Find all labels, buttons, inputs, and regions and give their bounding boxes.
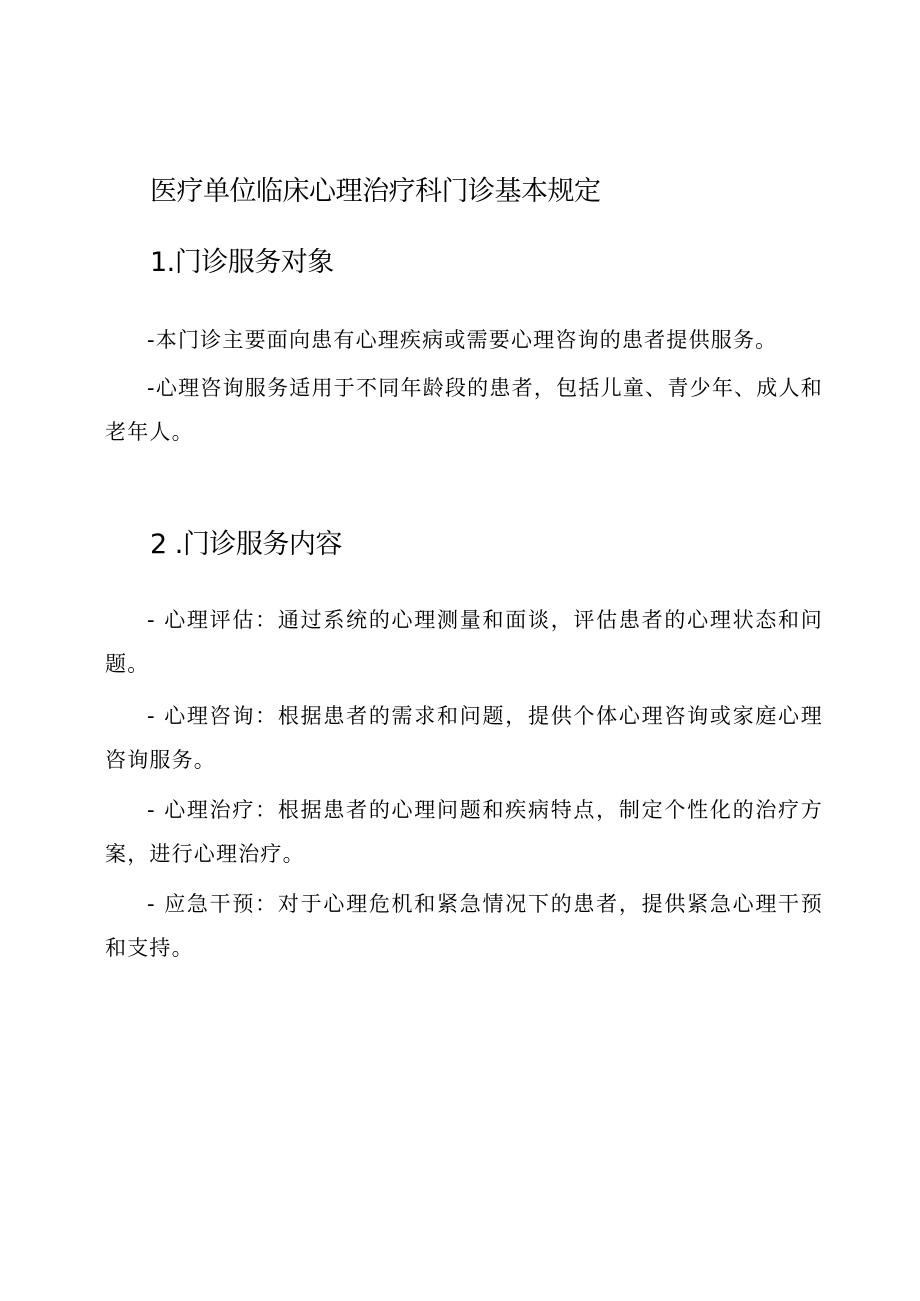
paragraph-service-target-1: -本门诊主要面向患有心理疾病或需要心理咨询的患者提供服务。 — [147, 328, 778, 352]
paragraph-psych-counseling: - 心理咨询：根据患者的需求和问题，提供个体心理咨询或家庭心理咨询服务。 — [105, 704, 823, 772]
document-title: 医疗单位临床心理治疗科门诊基本规定 — [150, 176, 601, 207]
section-heading-service-content: 2 .门诊服务内容 — [150, 529, 342, 560]
section-heading-service-targets: 1.门诊服务对象 — [150, 247, 334, 278]
paragraph-psych-therapy: - 心理治疗：根据患者的心理问题和疾病特点，制定个性化的治疗方案，进行心理治疗。 — [105, 798, 823, 866]
paragraph-psych-assessment: - 心理评估：通过系统的心理测量和面谈，评估患者的心理状态和问题。 — [105, 608, 823, 676]
paragraph-emergency-intervention: - 应急干预：对于心理危机和紧急情况下的患者，提供紧急心理干预和支持。 — [105, 892, 823, 960]
paragraph-service-target-2: -心理咨询服务适用于不同年龄段的患者，包括儿童、青少年、成人和老年人。 — [105, 376, 823, 444]
